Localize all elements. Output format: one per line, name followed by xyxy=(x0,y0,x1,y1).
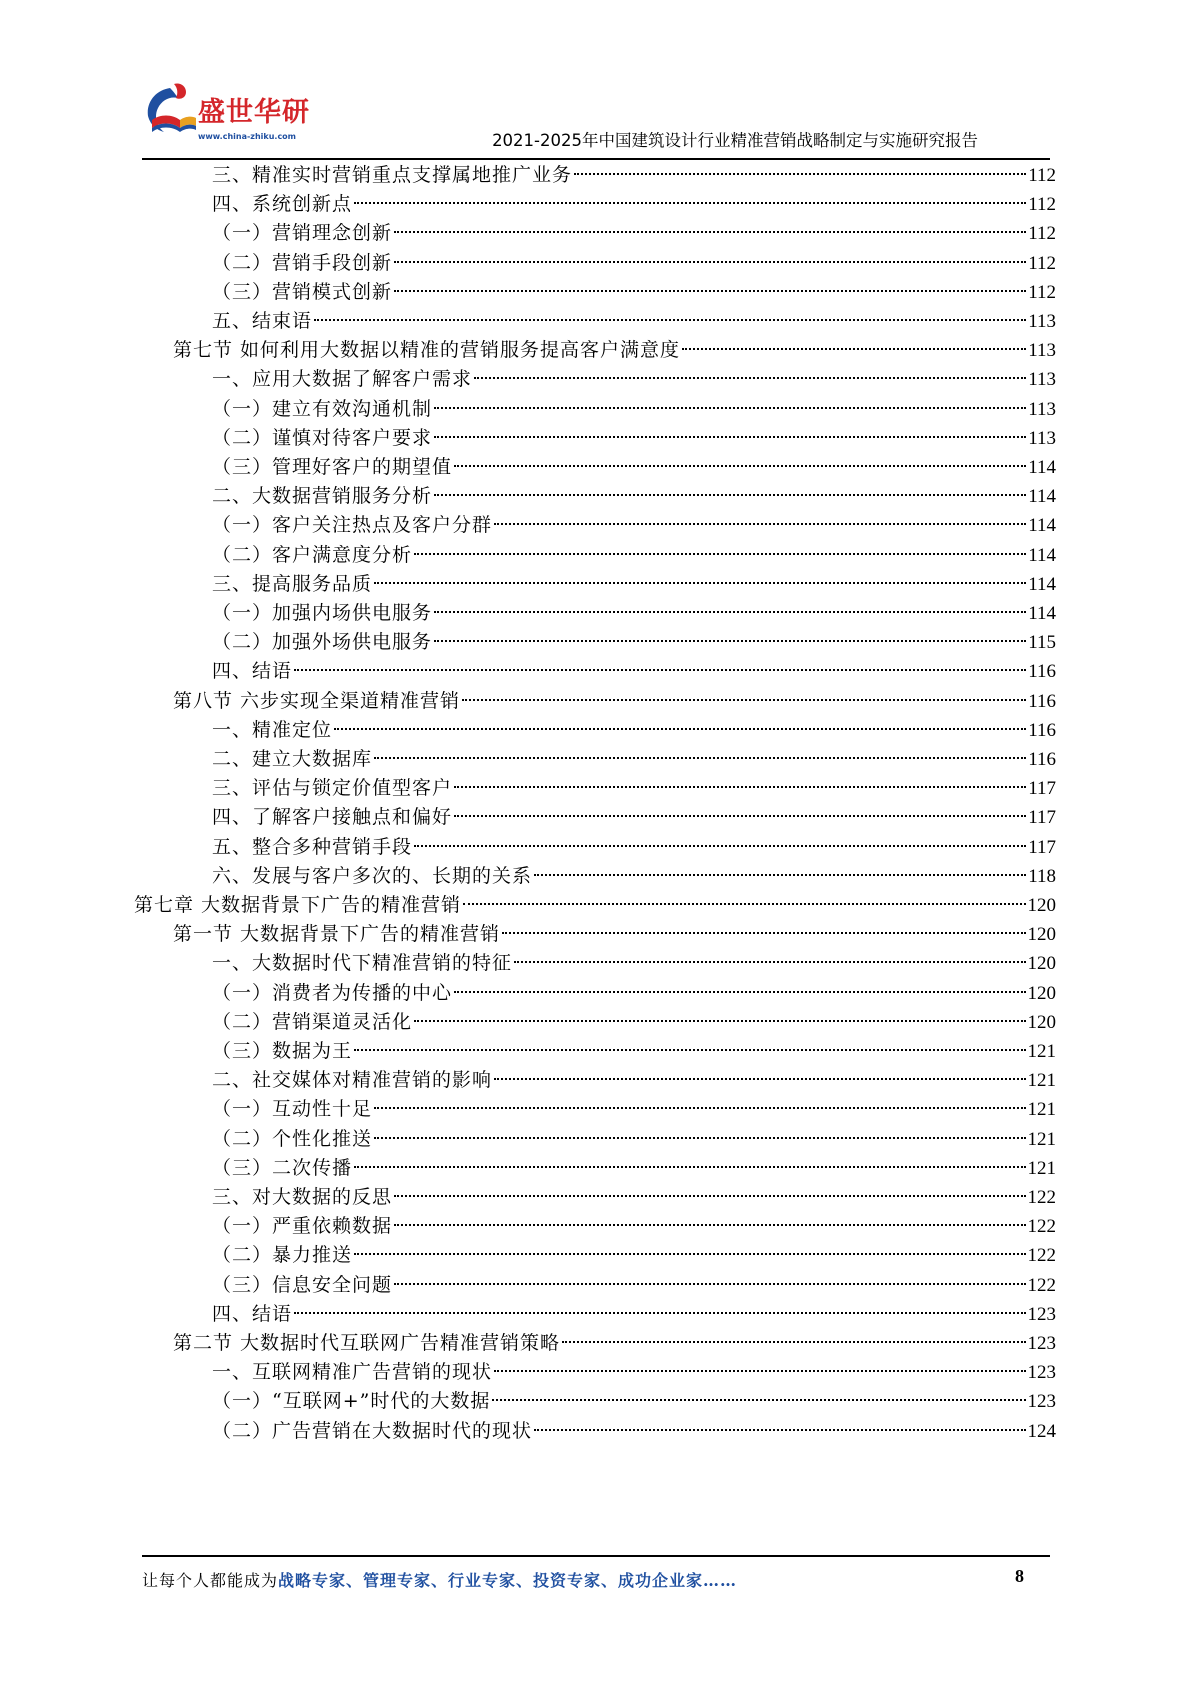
toc-entry-page: 114 xyxy=(1028,486,1056,508)
toc-leader-dots xyxy=(394,231,1026,233)
toc-entry-label: （一）严重依赖数据 xyxy=(212,1215,393,1238)
toc-entry-page: 113 xyxy=(1028,369,1056,391)
toc-leader-dots xyxy=(434,494,1026,496)
toc-entry-page: 116 xyxy=(1028,690,1056,712)
toc-entry-label: 三、评估与锁定价值型客户 xyxy=(212,777,453,800)
toc-entry-label: 一、精准定位 xyxy=(212,718,333,741)
toc-entry-page: 116 xyxy=(1028,749,1056,770)
toc-leader-dots xyxy=(294,669,1026,671)
toc-entry[interactable] xyxy=(212,948,1056,979)
toc-entry-label: 一、互联网精准广告营销的现状 xyxy=(212,1361,493,1384)
toc-leader-dots xyxy=(354,1049,1025,1051)
toc-leader-dots xyxy=(463,903,1025,905)
toc-entry-label: （三）数据为王 xyxy=(212,1040,353,1062)
toc-entry-label: 四、系统创新点 xyxy=(212,193,353,216)
toc-entry-label: （三）管理好客户的期望值 xyxy=(212,456,453,478)
toc-entry[interactable] xyxy=(212,481,1056,512)
toc-entry[interactable] xyxy=(212,1270,1056,1301)
toc-entry-label: 四、结语 xyxy=(212,1302,293,1325)
toc-leader-dots xyxy=(434,611,1026,613)
toc-entry-page: 122 xyxy=(1027,1216,1056,1238)
toc-entry[interactable] xyxy=(212,1007,1056,1038)
toc-entry-label: （一）“互联网+”时代的大数据 xyxy=(212,1390,491,1413)
toc-leader-dots xyxy=(414,553,1026,555)
footer-divider xyxy=(142,1555,1050,1557)
toc-leader-dots xyxy=(394,261,1026,263)
toc-entry[interactable] xyxy=(212,540,1056,571)
toc-leader-dots xyxy=(434,436,1026,438)
toc-entry-page: 122 xyxy=(1027,1245,1056,1267)
toc-entry-page: 116 xyxy=(1028,719,1056,741)
toc-leader-dots xyxy=(394,290,1026,292)
toc-entry-page: 120 xyxy=(1027,895,1056,916)
toc-entry[interactable] xyxy=(212,306,1056,337)
toc-entry-page: 113 xyxy=(1028,340,1056,362)
toc-entry-page: 112 xyxy=(1028,165,1056,186)
toc-leader-dots xyxy=(462,699,1026,701)
toc-entry-page: 112 xyxy=(1028,223,1056,245)
toc-entry-page: 120 xyxy=(1027,924,1056,946)
toc-entry[interactable] xyxy=(212,627,1056,658)
toc-leader-dots xyxy=(534,874,1026,876)
toc-entry[interactable] xyxy=(173,919,1056,950)
toc-entry-label: （一）客户关注热点及客户分群 xyxy=(212,514,493,537)
toc-entry-label: 一、大数据时代下精准营销的特征 xyxy=(212,952,513,975)
toc-entry-page: 120 xyxy=(1027,1011,1056,1033)
toc-entry[interactable] xyxy=(212,510,1056,541)
logo-emblem-icon xyxy=(140,80,200,142)
toc-entry-label: 五、整合多种营销手段 xyxy=(212,835,413,858)
toc-entry-label: 第七节 如何利用大数据以精准的营销服务提高客户满意度 xyxy=(173,339,681,362)
toc-leader-dots xyxy=(454,815,1026,817)
toc-entry[interactable] xyxy=(212,394,1056,425)
toc-entry-page: 121 xyxy=(1027,1128,1056,1150)
toc-entry-page: 112 xyxy=(1028,281,1056,303)
toc-entry-label: （二）加强外场供电服务 xyxy=(212,631,433,654)
toc-entry[interactable] xyxy=(212,569,1056,600)
toc-entry-label: 第一节 大数据背景下广告的精准营销 xyxy=(173,923,501,946)
toc-entry[interactable] xyxy=(212,861,1056,892)
toc-entry-page: 114 xyxy=(1028,544,1056,566)
toc-entry-label: 二、大数据营销服务分析 xyxy=(212,485,433,508)
toc-leader-dots xyxy=(454,991,1025,993)
toc-entry-label: 第八节 六步实现全渠道精准营销 xyxy=(173,689,461,712)
toc-entry[interactable] xyxy=(212,218,1056,249)
toc-entry-label: （二）客户满意度分析 xyxy=(212,543,413,566)
toc-entry-page: 117 xyxy=(1028,807,1056,829)
toc-entry-label: （一）消费者为传播的中心 xyxy=(212,981,453,1004)
toc-leader-dots xyxy=(414,845,1026,847)
toc-entry-page: 121 xyxy=(1027,1070,1056,1092)
toc-entry[interactable] xyxy=(212,832,1056,863)
toc-entry[interactable] xyxy=(212,423,1056,454)
toc-entry[interactable] xyxy=(212,1386,1056,1417)
toc-leader-dots xyxy=(374,757,1026,759)
toc-leader-dots xyxy=(414,1020,1025,1022)
toc-leader-dots xyxy=(394,1224,1025,1226)
toc-entry[interactable] xyxy=(212,715,1056,746)
toc-entry-label: 六、发展与客户多次的、长期的关系 xyxy=(212,864,533,887)
toc-entry-label: 第二节 大数据时代互联网广告精准营销策略 xyxy=(173,1332,561,1354)
toc-leader-dots xyxy=(502,932,1025,934)
toc-entry[interactable] xyxy=(212,1124,1056,1155)
toc-entry-page: 114 xyxy=(1028,457,1056,478)
toc-entry-label: 三、对大数据的反思 xyxy=(212,1186,393,1208)
toc-entry-label: （二）营销手段创新 xyxy=(212,251,393,274)
toc-entry[interactable] xyxy=(212,277,1056,308)
toc-leader-dots xyxy=(434,640,1026,642)
toc-entry-label: （二）谨慎对待客户要求 xyxy=(212,426,433,449)
company-logo xyxy=(140,80,310,146)
toc-entry-page: 112 xyxy=(1028,252,1056,274)
toc-entry[interactable] xyxy=(212,1094,1056,1125)
toc-entry-page: 123 xyxy=(1027,1303,1056,1325)
toc-leader-dots xyxy=(374,1107,1025,1109)
toc-entry-page: 120 xyxy=(1027,982,1056,1004)
toc-entry-page: 123 xyxy=(1027,1333,1056,1354)
footer-slogan-prefix: 让每个人都能成为 xyxy=(142,1571,279,1590)
toc-leader-dots xyxy=(494,1078,1025,1080)
toc-entry-label: （二）暴力推送 xyxy=(212,1244,353,1267)
toc-leader-dots xyxy=(492,1399,1025,1401)
toc-entry-page: 121 xyxy=(1027,1099,1056,1121)
toc-leader-dots xyxy=(334,728,1026,730)
toc-entry[interactable] xyxy=(212,773,1056,804)
toc-entry[interactable] xyxy=(212,1182,1056,1213)
toc-leader-dots xyxy=(434,407,1026,409)
toc-leader-dots xyxy=(374,582,1026,584)
toc-entry[interactable] xyxy=(212,598,1056,629)
toc-leader-dots xyxy=(354,1166,1025,1168)
toc-leader-dots xyxy=(454,786,1026,788)
toc-entry-page: 121 xyxy=(1027,1157,1056,1179)
toc-entry-page: 115 xyxy=(1028,632,1056,654)
toc-entry-label: （三）信息安全问题 xyxy=(212,1273,393,1296)
toc-entry[interactable] xyxy=(212,802,1056,833)
toc-entry-page: 120 xyxy=(1027,953,1056,975)
toc-entry[interactable] xyxy=(212,744,1056,775)
toc-leader-dots xyxy=(394,1283,1025,1285)
toc-entry-label: （一）建立有效沟通机制 xyxy=(212,397,433,420)
footer-slogan xyxy=(142,1568,737,1591)
toc-leader-dots xyxy=(494,523,1026,525)
toc-leader-dots xyxy=(534,1429,1025,1431)
toc-entry[interactable] xyxy=(212,364,1056,395)
toc-leader-dots xyxy=(354,1253,1025,1255)
toc-entry-page: 112 xyxy=(1028,194,1056,216)
toc-entry-page: 118 xyxy=(1028,865,1056,887)
toc-leader-dots xyxy=(574,173,1026,175)
toc-entry-label: （一）营销理念创新 xyxy=(212,222,393,245)
toc-entry[interactable] xyxy=(212,1299,1056,1330)
toc-entry[interactable] xyxy=(212,189,1056,220)
toc-entry[interactable] xyxy=(212,978,1056,1009)
toc-entry-page: 123 xyxy=(1027,1362,1056,1384)
toc-entry-page: 124 xyxy=(1027,1420,1056,1442)
toc-entry-label: （二）广告营销在大数据时代的现状 xyxy=(212,1419,533,1442)
toc-entry[interactable] xyxy=(212,1153,1056,1184)
toc-leader-dots xyxy=(354,202,1026,204)
toc-leader-dots xyxy=(682,348,1026,350)
toc-entry-page: 117 xyxy=(1028,836,1056,858)
toc-entry[interactable] xyxy=(212,1416,1056,1447)
toc-entry-label: 三、提高服务品质 xyxy=(212,572,373,595)
toc-leader-dots xyxy=(374,1137,1025,1139)
toc-entry-page: 114 xyxy=(1028,515,1056,537)
toc-entry-page: 123 xyxy=(1027,1391,1056,1413)
toc-leader-dots xyxy=(494,1370,1025,1372)
toc-leader-dots xyxy=(514,961,1025,963)
toc-entry[interactable] xyxy=(134,890,1056,921)
toc-entry-page: 113 xyxy=(1028,427,1056,449)
toc-entry-label: （一）加强内场供电服务 xyxy=(212,602,433,624)
toc-entry-page: 113 xyxy=(1028,398,1056,420)
toc-entry-page: 114 xyxy=(1028,573,1056,595)
toc-entry[interactable] xyxy=(212,1357,1056,1388)
toc-leader-dots xyxy=(474,377,1026,379)
toc-entry[interactable] xyxy=(212,248,1056,279)
toc-entry-label: （二）营销渠道灵活化 xyxy=(212,1010,413,1033)
toc-entry[interactable] xyxy=(173,1328,1056,1359)
toc-leader-dots xyxy=(562,1341,1025,1343)
toc-entry-page: 122 xyxy=(1027,1187,1056,1208)
toc-entry-label: 四、了解客户接触点和偏好 xyxy=(212,806,453,829)
toc-entry[interactable] xyxy=(212,656,1056,687)
toc-entry-label: 二、建立大数据库 xyxy=(212,748,373,770)
toc-entry[interactable] xyxy=(212,160,1056,191)
toc-entry[interactable] xyxy=(212,452,1056,483)
toc-entry-page: 121 xyxy=(1027,1041,1056,1062)
toc-entry-label: 四、结语 xyxy=(212,660,293,683)
page-header xyxy=(0,0,1191,160)
toc-leader-dots xyxy=(454,465,1026,467)
toc-entry-label: 二、社交媒体对精准营销的影响 xyxy=(212,1069,493,1092)
toc-entry-label: （一）互动性十足 xyxy=(212,1098,373,1121)
page-number: 8 xyxy=(1015,1566,1024,1586)
report-title: 2021-2025年中国建筑设计行业精准营销战略制定与实施研究报告 xyxy=(492,131,978,150)
toc-entry-label: （二）个性化推送 xyxy=(212,1127,373,1150)
toc-entry-page: 116 xyxy=(1028,661,1056,683)
toc-entry-page: 117 xyxy=(1028,778,1056,800)
toc-entry-label: 五、结束语 xyxy=(212,310,313,332)
toc-leader-dots xyxy=(294,1312,1025,1314)
footer-slogan-accent: 战略专家、管理专家、行业专家、投资专家、成功企业家…… xyxy=(278,1571,738,1590)
toc-leader-dots xyxy=(314,319,1026,321)
toc-entry-label: （三）营销模式创新 xyxy=(212,280,393,303)
toc-entry[interactable] xyxy=(212,1211,1056,1242)
toc-entry-page: 113 xyxy=(1028,311,1056,332)
toc-entry-label: （三）二次传播 xyxy=(212,1156,353,1179)
toc-leader-dots xyxy=(394,1195,1025,1197)
logo-url: www.china-zhiku.com xyxy=(198,132,297,141)
toc-entry[interactable] xyxy=(173,686,1056,717)
toc-entry[interactable] xyxy=(173,335,1056,366)
toc-entry-page: 122 xyxy=(1027,1274,1056,1296)
toc-entry[interactable] xyxy=(212,1036,1056,1067)
toc-entry[interactable] xyxy=(212,1240,1056,1271)
toc-entry-label: 一、应用大数据了解客户需求 xyxy=(212,368,473,391)
logo-name: 盛世华研 xyxy=(198,97,310,128)
toc-entry-label: 三、精准实时营销重点支撑属地推广业务 xyxy=(212,164,573,186)
toc-entry-page: 114 xyxy=(1028,603,1056,624)
toc-entry[interactable] xyxy=(212,1065,1056,1096)
toc-entry-label: 第七章 大数据背景下广告的精准营销 xyxy=(134,894,462,916)
